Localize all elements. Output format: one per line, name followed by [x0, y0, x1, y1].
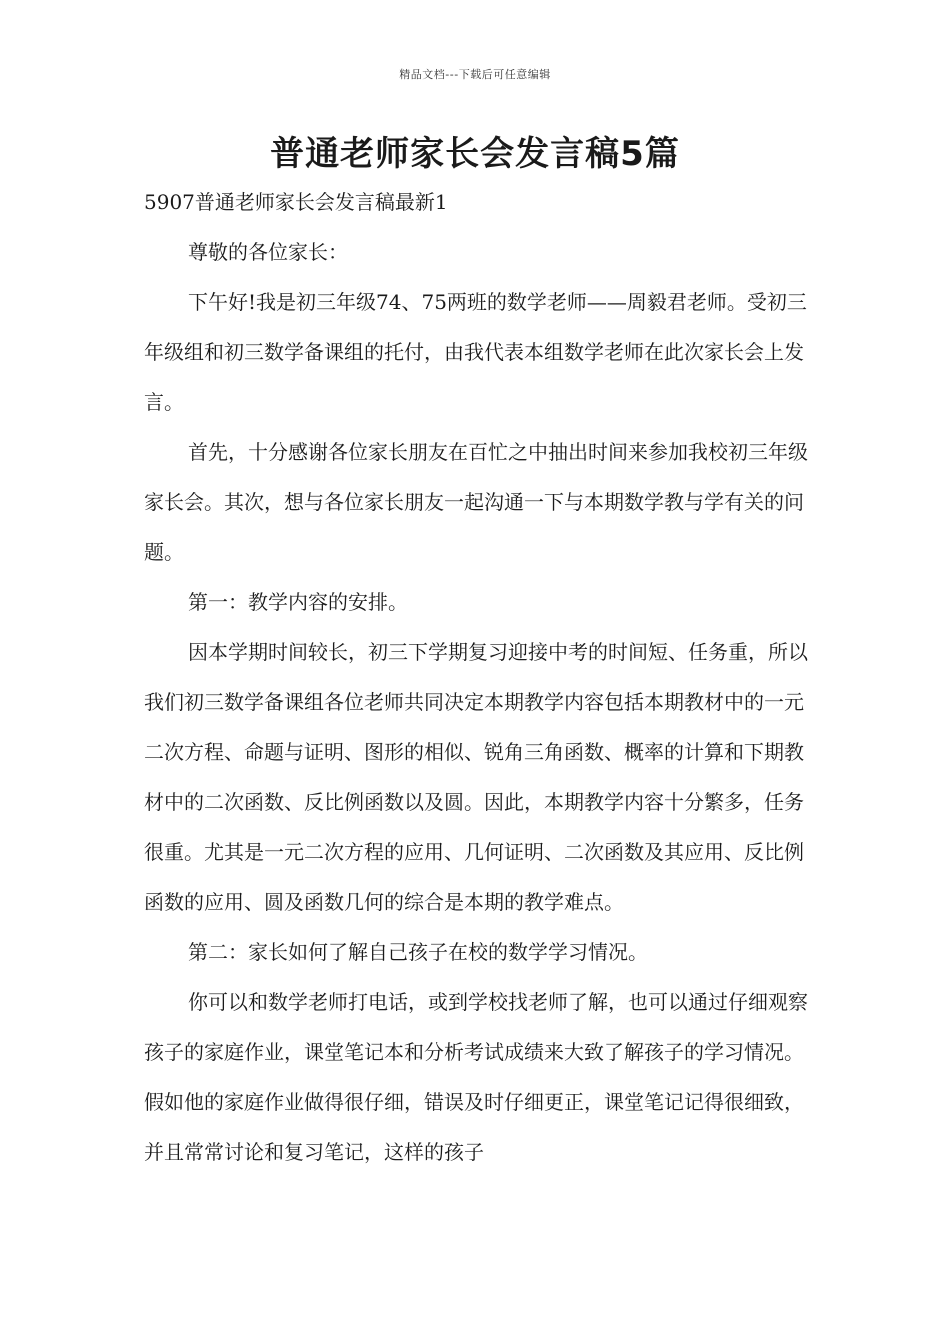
- paragraph-teaching-content: 因本学期时间较长，初三下学期复习迎接中考的时间短、任务重，所以我们初三数学备课组各位老师共同决定本期教学内容包括本期教材中的一元二次方程、命题与证明、图形的相似、锐角三角函数、概率的计算和下期教材中的二次函数、反比例函数以及圆。因此，本期教学内容十分繁多，任务很重。尤其是一元二次方程的应用、几何证明、二次函数及其应用、反比例函数的应用、圆及函数几何的综合是本期的教学难点。: [144, 640, 808, 914]
- paragraph-greeting: 尊敬的各位家长：: [188, 240, 348, 264]
- paragraph-parent-guidance: 你可以和数学老师打电话，或到学校找老师了解，也可以通过仔细观察孩子的家庭作业，课堂笔记本和分析考试成绩来大致了解孩子的学习情况。假如他的家庭作业做得很仔细，错误及时仔细更正，课堂笔记记得很细致，并且常常讨论和复习笔记，这样的孩子: [144, 990, 808, 1164]
- document-body: [144, 177, 808, 1177]
- page-header-note: 精品文档---下载后可任意编辑: [399, 68, 551, 81]
- paragraph-introduction: 下午好!我是初三年级74、75两班的数学老师——周毅君老师。受初三年级组和初三数学备课组的托付，由我代表本组数学老师在此次家长会上发言。: [144, 290, 807, 414]
- paragraph-heading-second: 第二：家长如何了解自己孩子在校的数学学习情况。: [188, 940, 648, 964]
- paragraph-heading-first: 第一：教学内容的安排。: [188, 590, 408, 614]
- document-title: 普通老师家长会发言稿5篇: [270, 134, 680, 174]
- section-subtitle: 5907普通老师家长会发言稿最新1: [144, 190, 448, 214]
- paragraph-thanks: 首先，十分感谢各位家长朋友在百忙之中抽出时间来参加我校初三年级家长会。其次，想与各位家长朋友一起沟通一下与本期数学教与学有关的问题。: [144, 440, 808, 564]
